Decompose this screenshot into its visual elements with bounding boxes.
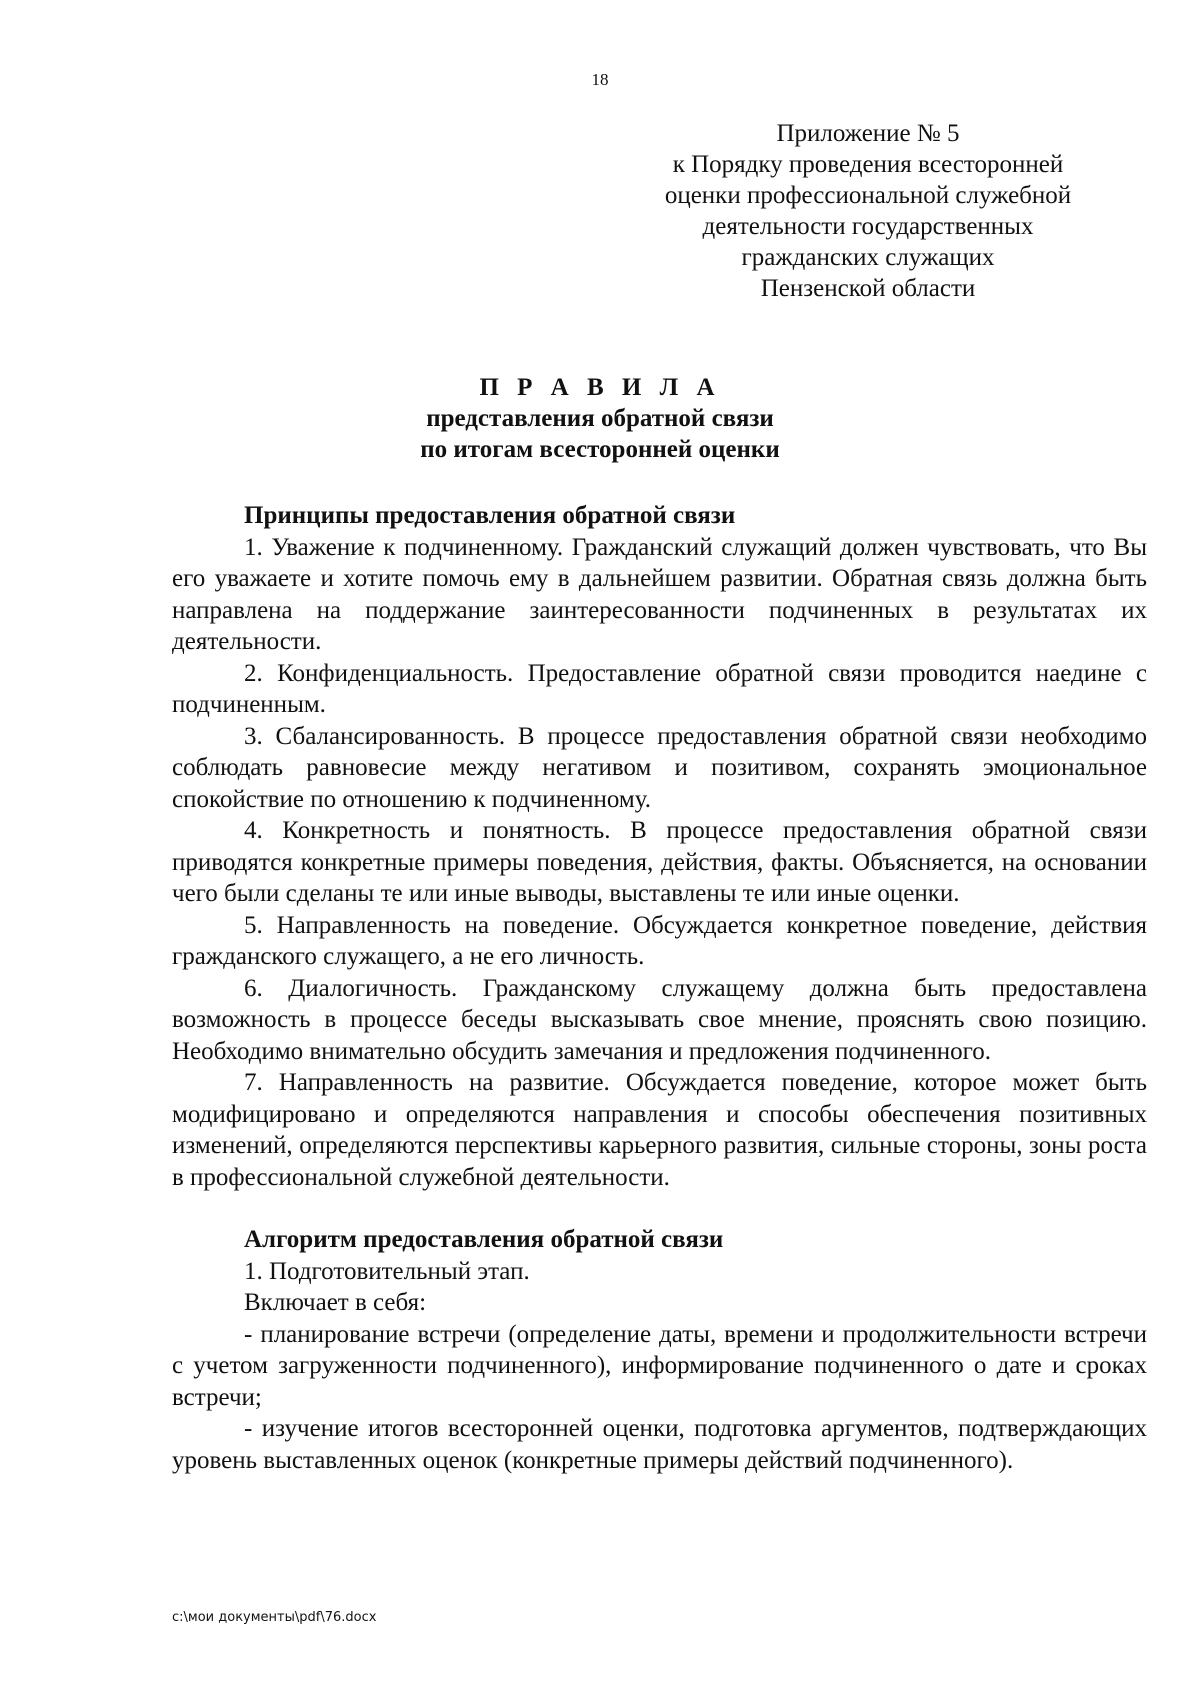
- paragraph: 1. Уважение к подчиненному. Гражданский служащий должен чувствовать, что Вы его уважаете и хотите помочь ему в дальнейшем развитии. Обратная связь должна быть направлена на поддержание заинтересованности подчиненных в результатах их деятельности.: [172, 533, 1147, 655]
- appendix-line: Пензенской области: [760, 275, 976, 302]
- page-number: 18: [591, 70, 609, 89]
- paragraph: 7. Направленность на развитие. Обсуждается поведение, которое может быть модифицировано и определяются направления и способы обеспечения позитивных изменений, определяются перспективы карьерного развития, сильные стороны, зоны роста в профессиональной служебной деятельности.: [172, 1069, 1147, 1191]
- paragraph: 2. Конфиденциальность. Предоставление обратной связи проводится наедине с подчиненным.: [172, 659, 1147, 718]
- document-body: [172, 500, 1147, 1476]
- appendix-reference: [628, 118, 1108, 304]
- paragraph: 4. Конкретность и понятность. В процессе предоставления обратной связи приводятся конкретные примеры поведения, действия, факты. Объясняется, на основании чего были сделаны те или иные выводы, выставлены те или иные оценки.: [172, 817, 1147, 907]
- appendix-line: гражданских служащих: [741, 244, 995, 271]
- appendix-line: деятельности государственных: [702, 213, 1034, 240]
- appendix-line: оценки профессиональной служебной: [664, 182, 1072, 209]
- title-subtitle: представления обратной связи: [426, 405, 774, 432]
- title-subtitle: по итогам всесторонней оценки: [420, 436, 780, 463]
- file-path-footer: c:\мои документы\pdf\76.docx: [172, 1610, 377, 1625]
- paragraph: - планирование встречи (определение даты, времени и продолжительности встречи с учетом загруженности подчиненного), информирование подчиненного о дате и сроках встречи;: [172, 1320, 1147, 1411]
- appendix-line: Приложение № 5: [776, 120, 960, 147]
- paragraph: 1. Подготовительный этап.: [244, 1257, 530, 1285]
- title-main: П Р А В И Л А: [479, 374, 721, 401]
- appendix-line: к Порядку проведения всесторонней: [672, 151, 1064, 178]
- paragraph: Включает в себя:: [244, 1289, 427, 1316]
- section-heading-algorithm: Алгоритм предоставления обратной связи: [244, 1226, 724, 1253]
- paragraph: - изучение итогов всесторонней оценки, подготовка аргументов, подтверждающих уровень выставленных оценок (конкретные примеры действий подчиненного).: [172, 1415, 1147, 1474]
- section-heading-principles: Принципы предоставления обратной связи: [244, 502, 736, 529]
- paragraph: 3. Сбалансированность. В процессе предоставления обратной связи необходимо соблюдать равновесие между негативом и позитивом, сохранять эмоциональное спокойствие по отношению к подчиненному.: [172, 722, 1147, 813]
- spacer: [172, 1193, 1147, 1224]
- paragraph: 5. Направленность на поведение. Обсуждается конкретное поведение, действия гражданского служащего, а не его личность.: [172, 911, 1147, 970]
- document-title: [0, 372, 1200, 465]
- paragraph: 6. Диалогичность. Гражданскому служащему должна быть предоставлена возможность в процессе беседы высказывать свое мнение, прояснять свою позицию. Необходимо внимательно обсудить замечания и предложения подчиненного.: [172, 974, 1147, 1065]
